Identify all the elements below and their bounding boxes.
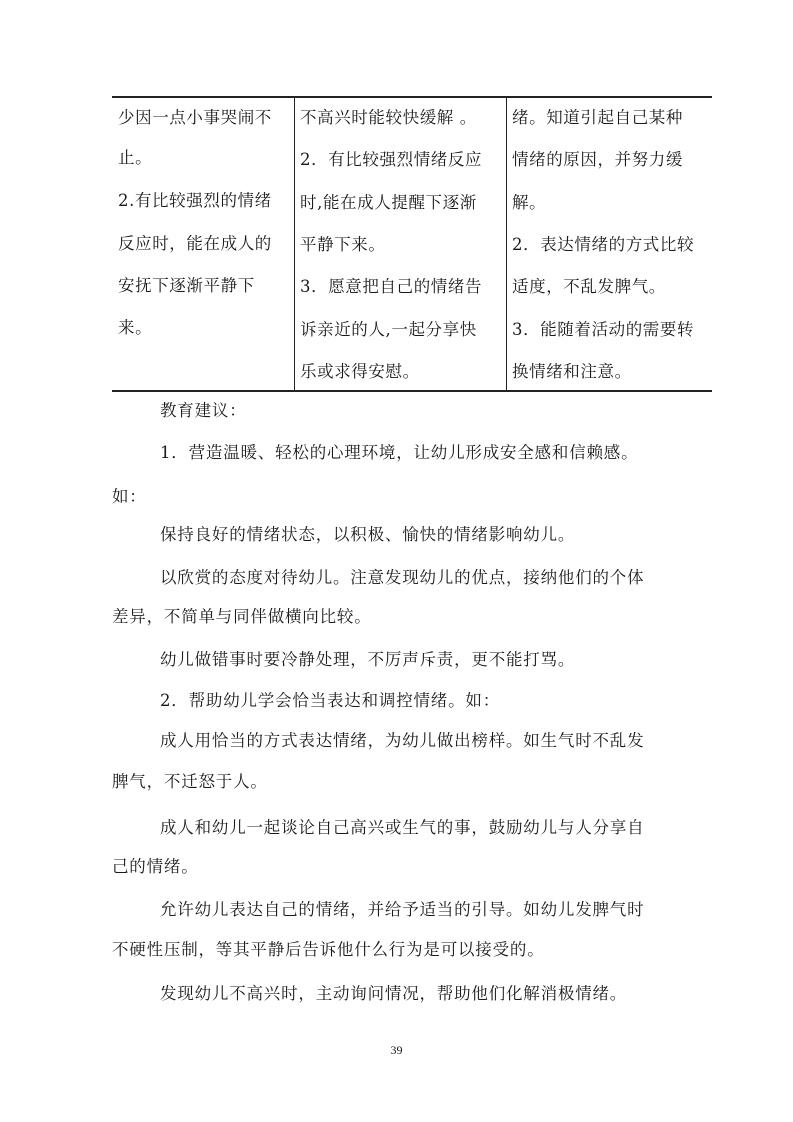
table-cell-line: 3．愿意把自己的情绪告: [300, 277, 483, 296]
paragraph-line: 成人和幼儿一起谈论自己高兴或生气的事，鼓励幼儿与人分享自: [160, 818, 645, 837]
paragraph-line: 己的情绪。: [112, 857, 199, 876]
table-cell-line: 解。: [512, 193, 547, 212]
table-cell-line: 乐或求得安慰。: [300, 362, 420, 381]
table-cell-line: 诉亲近的人,一起分享快: [300, 320, 477, 339]
table-column-age-4-5: [294, 98, 507, 390]
table-cell-line: 3．能随着活动的需要转: [512, 320, 695, 339]
paragraph-line: 1．营造温暖、轻松的心理环境，让幼儿形成安全感和信赖感。: [160, 443, 639, 462]
table-cell-line: 2．有比较强烈情绪反应: [300, 150, 483, 169]
paragraph-line: 不硬性压制，等其平静后告诉他什么行为是可以接受的。: [112, 940, 545, 959]
paragraph-line: 幼儿做错事时要冷静处理，不厉声斥责，更不能打骂。: [160, 650, 576, 669]
table-cell-line: 安抚下逐渐平静下: [118, 276, 255, 295]
paragraph-line: 允许幼儿表达自己的情绪，并给予适当的引导。如幼儿发脾气时: [160, 900, 645, 919]
page-number: 39: [390, 1043, 403, 1057]
table-cell-line: 少因一点小事哭闹不: [118, 108, 272, 127]
table-cell-line: 不高兴时能较快缓解 。: [300, 108, 477, 127]
table-cell-line: 时,能在成人提醒下逐渐: [300, 193, 477, 212]
section-heading: 教育建议：: [160, 401, 247, 420]
table-cell-line: 2．表达情绪的方式比较: [512, 235, 695, 254]
table-column-age-5-6: [506, 98, 712, 390]
table-cell-line: 来。: [118, 318, 153, 337]
paragraph-line: 成人用恰当的方式表达情绪，为幼儿做出榜样。如生气时不乱发: [160, 731, 645, 750]
table-cell-line: 2.有比较强烈的情绪: [118, 191, 272, 210]
table-cell-line: 绪。知道引起自己某种: [512, 108, 683, 127]
paragraph-line: 以欣赏的态度对待幼儿。注意发现幼儿的优点，接纳他们的个体: [160, 568, 645, 587]
table-cell-line: 反应时，能在成人的: [118, 234, 272, 253]
table-cell-line: 止。: [118, 148, 153, 167]
goals-table: [112, 96, 712, 392]
table-cell-line: 平静下来。: [300, 235, 386, 254]
paragraph-line: 如：: [112, 487, 147, 506]
table-cell-line: 情绪的原因，并努力缓: [512, 150, 683, 169]
paragraph-line: 脾气，不迁怒于人。: [112, 772, 268, 791]
paragraph-line: 保持良好的情绪状态，以积极、愉快的情绪影响幼儿。: [160, 525, 576, 544]
paragraph-line: 差异，不简单与同伴做横向比较。: [112, 607, 372, 626]
paragraph-line: 发现幼儿不高兴时，主动询问情况，帮助他们化解消极情绪。: [160, 984, 628, 1003]
table-cell-line: 换情绪和注意。: [512, 362, 632, 381]
table-cell-line: 适度，不乱发脾气。: [512, 277, 666, 296]
paragraph-line: 2．帮助幼儿学会恰当表达和调控情绪。如：: [160, 691, 500, 710]
table-column-age-3-4: [112, 98, 295, 390]
